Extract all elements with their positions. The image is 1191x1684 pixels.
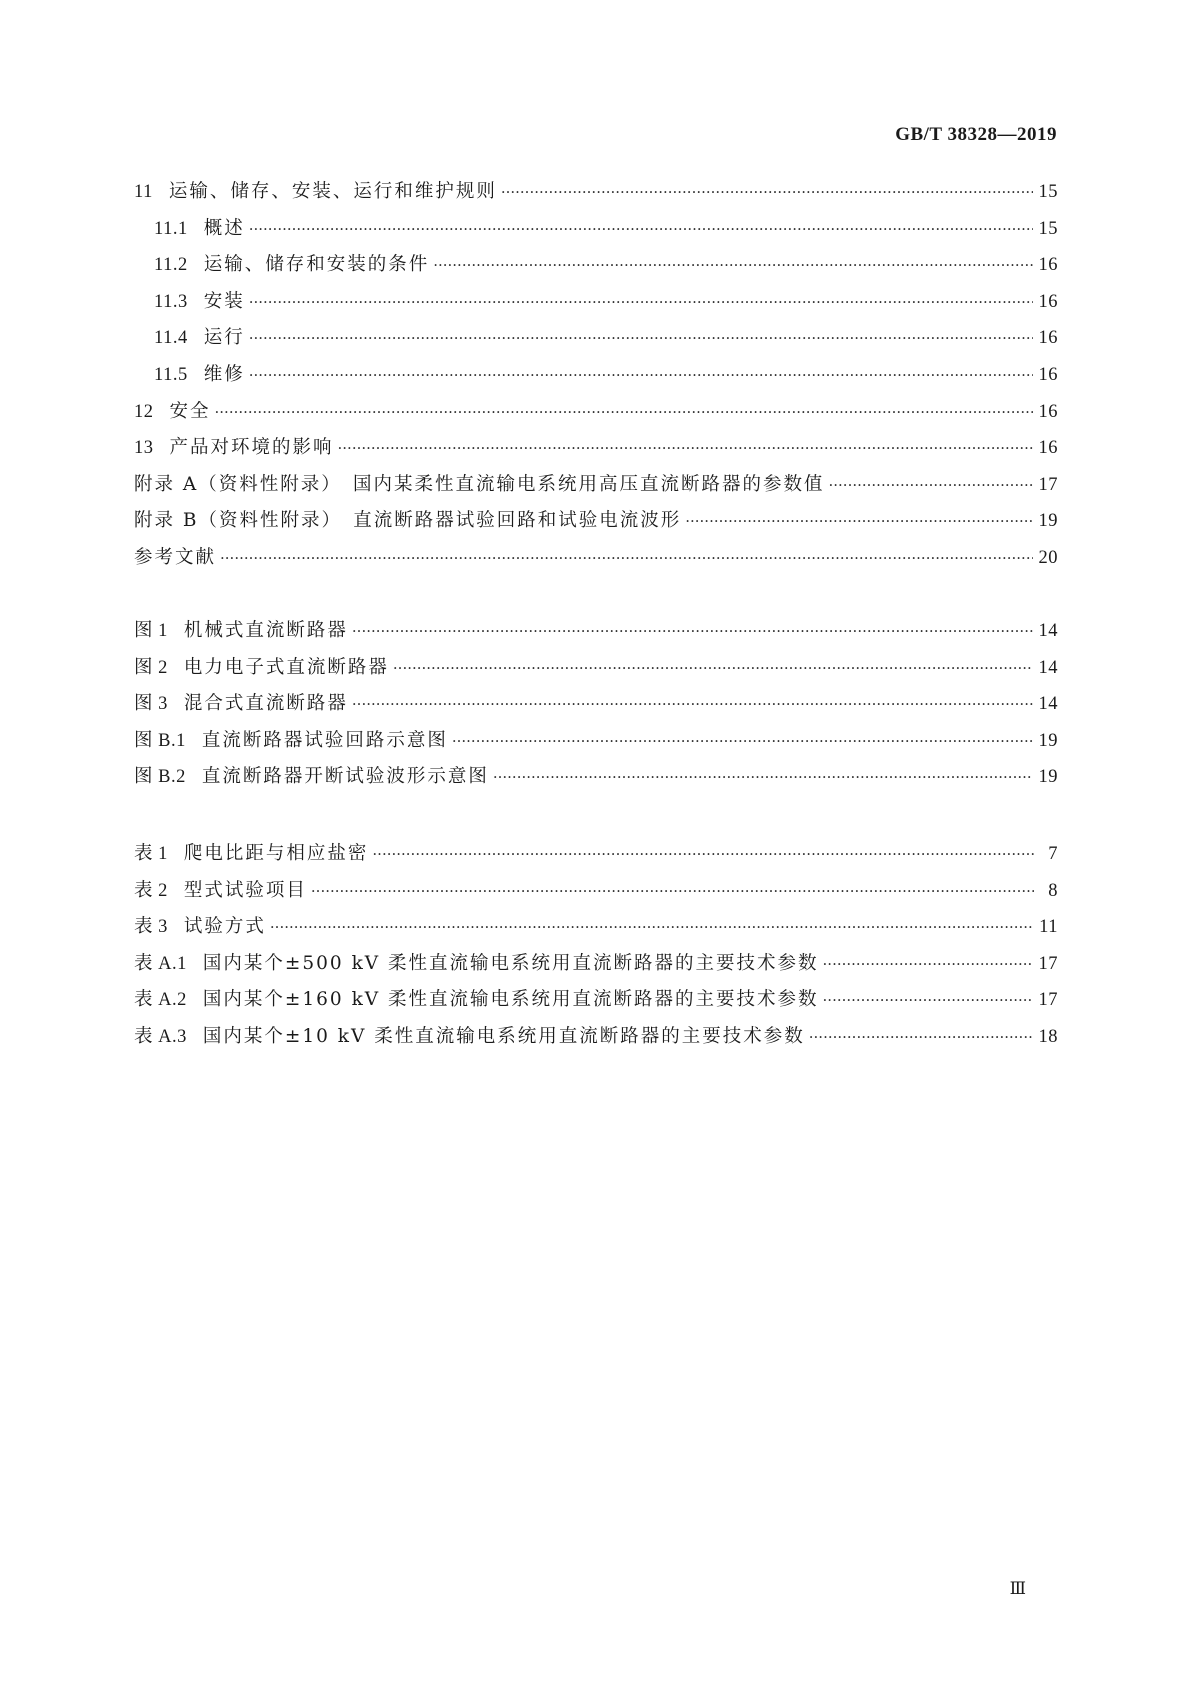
toc-entry-page: 17 <box>1038 953 1058 974</box>
dot-leader <box>823 991 1033 1009</box>
toc-figure-entry[interactable] <box>134 653 1058 690</box>
dot-leader <box>823 955 1033 973</box>
toc-entry[interactable] <box>134 323 1058 360</box>
toc-entry-title: 直流断路器试验回路示意图 <box>201 729 448 751</box>
toc-figure-entry[interactable] <box>134 689 1058 726</box>
toc-entry-number: 表 A.2 <box>134 990 187 1011</box>
toc-tables <box>134 839 1058 1059</box>
toc-entry-title: 运行 <box>203 327 245 349</box>
toc-entry-title: 国内某个±160 kV 柔性直流输电系统用直流断路器的主要技术参数 <box>202 989 819 1011</box>
toc-entry-page: 19 <box>1038 511 1058 532</box>
toc-entry[interactable] <box>134 177 1058 214</box>
toc-entry-page: 15 <box>1038 218 1058 239</box>
toc-entry-page: 18 <box>1038 1026 1058 1047</box>
toc-entry-page: 16 <box>1038 255 1058 276</box>
toc-figure-entry[interactable] <box>134 762 1058 799</box>
toc-entry[interactable] <box>134 214 1058 251</box>
dot-leader <box>249 220 1033 238</box>
toc-entry-number: 13 <box>134 438 154 459</box>
toc-entry-appendix-a[interactable] <box>134 470 1058 507</box>
toc-entry-title: 附录 A（资料性附录） 国内某柔性直流输电系统用高压直流断路器的参数值 <box>134 473 825 495</box>
toc-table-entry[interactable] <box>134 912 1058 949</box>
toc-entry-title: 混合式直流断路器 <box>183 693 348 715</box>
toc-entry-number: 图 B.1 <box>134 730 186 751</box>
dot-leader <box>338 439 1033 457</box>
toc-entry-page: 7 <box>1048 844 1058 864</box>
dot-leader <box>829 476 1033 494</box>
dot-leader <box>215 403 1033 421</box>
dot-leader <box>352 622 1033 640</box>
standard-number: GB/T 38328—2019 <box>895 124 1057 145</box>
dot-leader <box>352 695 1033 713</box>
dot-leader <box>452 732 1033 750</box>
toc-entry-number: 11.5 <box>154 364 188 385</box>
toc-figure-entry[interactable] <box>134 726 1058 763</box>
toc-entry-title: 参考文献 <box>134 546 217 568</box>
toc-entry-references[interactable] <box>134 543 1058 580</box>
toc-entry-page: 14 <box>1038 694 1058 715</box>
toc-entry-number: 图 B.2 <box>134 767 186 788</box>
toc-figure-entry[interactable] <box>134 616 1058 653</box>
toc-entry-title: 国内某个±10 kV 柔性直流输电系统用直流断路器的主要技术参数 <box>202 1025 805 1047</box>
toc-entry[interactable] <box>134 433 1058 470</box>
toc-entry-page: 16 <box>1038 401 1058 422</box>
toc-entry-title: 直流断路器开断试验波形示意图 <box>201 766 489 788</box>
dot-leader <box>372 845 1034 863</box>
toc-entry-title: 安全 <box>169 400 211 422</box>
toc-entry-number: 表 A.1 <box>134 953 187 974</box>
toc-entry-title: 电力电子式直流断路器 <box>183 656 389 678</box>
toc-entry-title: 国内某个±500 kV 柔性直流输电系统用直流断路器的主要技术参数 <box>202 952 819 974</box>
toc-entry-number: 11.4 <box>154 328 188 349</box>
toc-entry-page: 15 <box>1038 182 1058 202</box>
dot-leader <box>311 882 1034 900</box>
dot-leader <box>433 256 1032 274</box>
toc-entry-title: 机械式直流断路器 <box>183 620 348 641</box>
toc-table-entry[interactable] <box>134 839 1058 876</box>
dot-leader <box>220 549 1032 567</box>
toc-entry-page: 20 <box>1038 547 1058 568</box>
toc-entry-number: 图 2 <box>134 657 168 678</box>
dot-leader <box>393 659 1033 677</box>
dot-leader <box>249 366 1033 384</box>
toc-entry-page: 8 <box>1048 880 1058 901</box>
toc-entry[interactable] <box>134 397 1058 434</box>
toc-entry-page: 11 <box>1039 917 1058 938</box>
toc-entry-number: 11.3 <box>154 291 188 312</box>
toc-entry-number: 11.1 <box>154 218 188 239</box>
toc-entry-page: 16 <box>1038 438 1058 459</box>
dot-leader <box>249 329 1033 347</box>
toc-entry-title: 概述 <box>203 217 245 239</box>
dot-leader <box>501 183 1033 201</box>
toc-figures <box>134 616 1058 799</box>
toc-entry-title: 运输、储存和安装的条件 <box>203 254 430 276</box>
toc-entry-number: 表 1 <box>134 844 168 864</box>
toc-sections <box>134 177 1058 580</box>
dot-leader <box>685 512 1032 530</box>
toc-entry-number: 表 2 <box>134 880 168 901</box>
toc-entry-number: 图 1 <box>134 621 168 641</box>
toc-entry-page: 19 <box>1038 730 1058 751</box>
toc-entry-title: 爬电比距与相应盐密 <box>183 843 369 864</box>
toc-entry-number: 11.2 <box>154 255 188 276</box>
toc-entry-number: 表 A.3 <box>134 1026 187 1047</box>
toc-entry-number: 图 3 <box>134 694 168 715</box>
dot-leader <box>270 918 1033 936</box>
toc-entry-number: 12 <box>134 401 154 422</box>
dot-leader <box>249 293 1033 311</box>
toc-entry-title: 安装 <box>203 290 245 312</box>
toc-table-entry[interactable] <box>134 1022 1058 1059</box>
toc-entry-title: 运输、储存、安装、运行和维护规则 <box>168 181 497 202</box>
toc-entry-page: 17 <box>1038 990 1058 1011</box>
toc-entry-number: 表 3 <box>134 917 168 938</box>
toc-entry-title: 维修 <box>203 363 245 385</box>
toc-entry-title: 型式试验项目 <box>183 879 307 901</box>
toc-entry-title: 附录 B（资料性附录） 直流断路器试验回路和试验电流波形 <box>134 510 682 532</box>
toc-table-entry[interactable] <box>134 985 1058 1022</box>
toc-entry-page: 16 <box>1038 291 1058 312</box>
toc-table-entry[interactable] <box>134 949 1058 986</box>
dot-leader <box>493 768 1033 786</box>
toc-entry[interactable] <box>134 360 1058 397</box>
toc-entry-page: 16 <box>1038 364 1058 385</box>
toc-entry-page: 19 <box>1038 767 1058 788</box>
toc-entry-title: 试验方式 <box>183 916 266 938</box>
toc-entry-appendix-b[interactable] <box>134 506 1058 543</box>
toc-entry-page: 17 <box>1038 474 1058 495</box>
toc-entry-title: 产品对环境的影响 <box>169 437 334 459</box>
toc-entry[interactable] <box>134 287 1058 324</box>
toc-entry-page: 16 <box>1038 328 1058 349</box>
toc-entry-page: 14 <box>1038 621 1058 641</box>
page-number: Ⅲ <box>1009 1579 1026 1598</box>
dot-leader <box>809 1028 1033 1046</box>
toc-entry[interactable] <box>134 250 1058 287</box>
toc-entry-page: 14 <box>1038 657 1058 678</box>
toc-entry-number: 11 <box>134 182 153 202</box>
toc-table-entry[interactable] <box>134 876 1058 913</box>
